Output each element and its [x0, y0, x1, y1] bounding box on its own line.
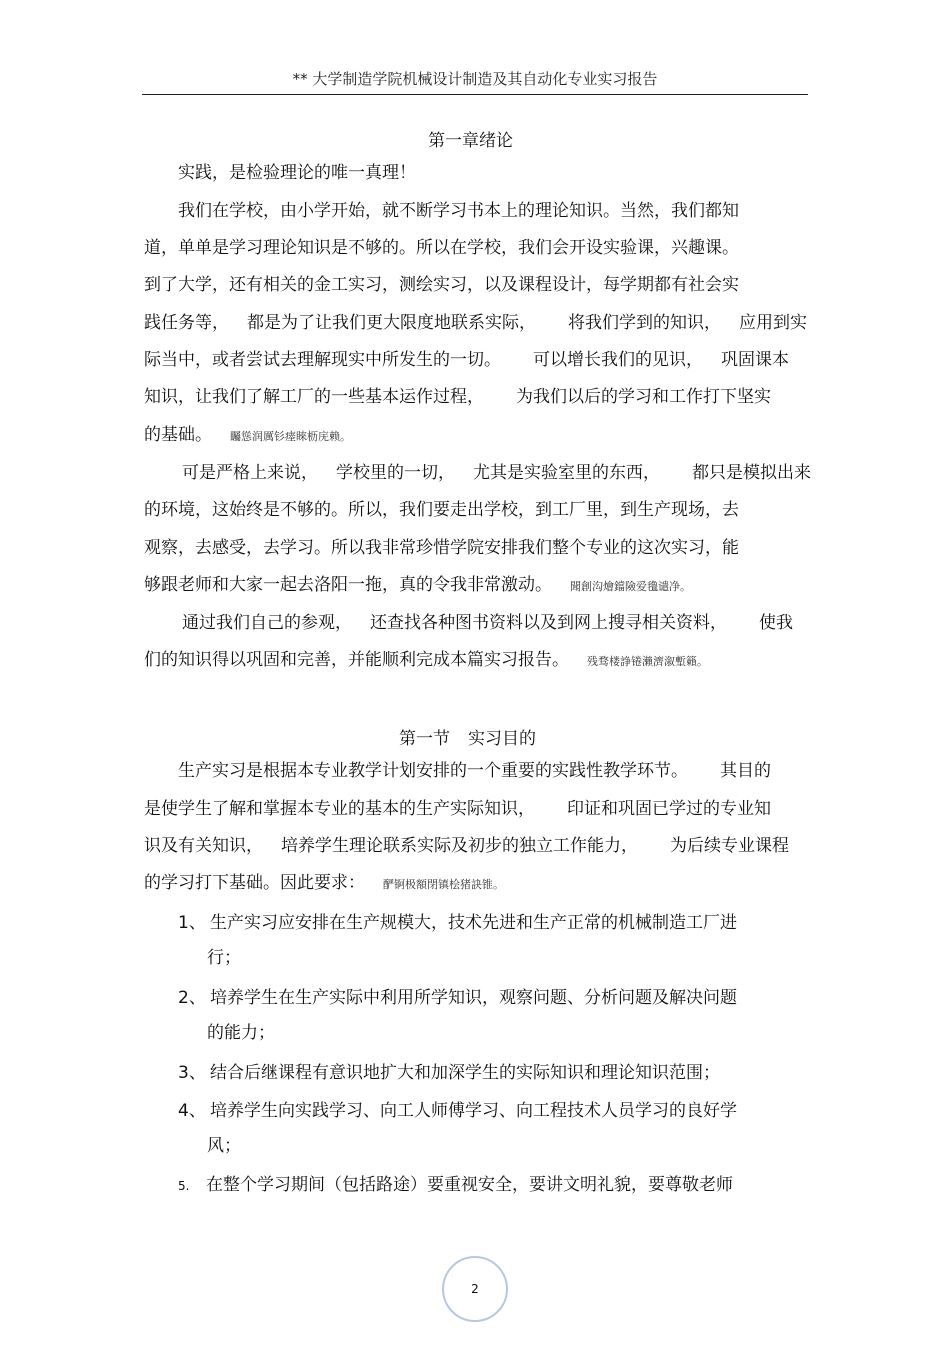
text-run: 其目的 — [720, 761, 771, 781]
running-header: ** 大学制造学院机械设计制造及其自动化专业实习报告 — [292, 70, 658, 88]
list-text: 培养学生在生产实际中利用所学知识，观察问题、分析问题及解决问题 — [210, 988, 737, 1008]
text-run: 应用到实 — [739, 313, 807, 333]
text-run: 知识，让我们了解工厂的一些基本运作过程， — [144, 387, 484, 407]
paragraph-line — [144, 649, 708, 673]
text-run: 通过我们自己的参观， — [182, 613, 352, 633]
paragraph-line — [144, 312, 807, 334]
paragraph-line: 到了大学，还有相关的金工实习，测绘实习，以及课程设计，每学期都有社会实 — [144, 275, 739, 295]
list-text: 结合后继课程有意识地扩大和加深学生的实际知识和理论知识范围； — [210, 1063, 720, 1083]
text-run: 够跟老师和大家一起去洛阳一拖，真的令我非常激动。 — [144, 575, 552, 595]
list-text: 生产实习应安排在生产规模大，技术先进和生产正常的机械制造工厂进 — [210, 913, 737, 933]
paragraph-line — [144, 349, 789, 371]
text-run: 识及有关知识， — [144, 836, 263, 856]
page-number: 2 — [471, 1282, 479, 1296]
page-number-badge — [442, 1256, 508, 1322]
paragraph-line: 的环境，这始终是不够的。所以，我们要走出学校，到工厂里，到生产现场，去 — [144, 500, 739, 520]
text-run: 使我 — [759, 613, 793, 633]
list-number: 5. — [178, 1179, 190, 1193]
garbled-text: 残骛楼諍锩瀨濟溆塹籟。 — [587, 655, 708, 668]
section-number: 第一节 — [399, 729, 450, 749]
paragraph-line: 观察，去感受，去学习。所以我非常珍惜学院安排我们整个专业的这次实习，能 — [144, 538, 739, 558]
text-run: 践任务等， — [144, 313, 229, 333]
text-run: 将我们学到的知识， — [568, 313, 721, 333]
requirement-item — [178, 1100, 737, 1122]
chapter-title: 第一章绪论 — [428, 131, 513, 151]
text-run: 尤其是实验室里的东西， — [473, 463, 660, 483]
requirement-item — [178, 987, 737, 1009]
paragraph-line — [144, 872, 504, 896]
motto-line: 实践，是检验理论的唯一真理！ — [178, 163, 416, 183]
paragraph-line: 道，单单是学习理论知识是不够的。所以在学校，我们会开设实验课，兴趣课。 — [144, 238, 739, 258]
paragraph-line — [144, 798, 771, 820]
garbled-text: 酽锕极額閉镇桧猪訣锥。 — [383, 878, 504, 891]
requirement-item — [178, 1062, 720, 1084]
paragraph-line — [144, 424, 351, 448]
requirement-item — [178, 912, 737, 934]
list-number: 3、 — [178, 1063, 206, 1083]
list-text: 在整个学习期间（包括路途）要重视安全，要讲文明礼貌，要尊敬老师 — [206, 1175, 733, 1195]
requirement-continuation: 行； — [207, 948, 241, 968]
text-run: 们的知识得以巩固和完善，并能顺利完成本篇实习报告。 — [144, 650, 569, 670]
text-run: 生产实习是根据本专业教学计划安排的一个重要的实践性教学环节。 — [178, 761, 688, 781]
text-run: 可是严格上来说， — [182, 463, 318, 483]
paragraph-line — [182, 612, 793, 634]
paragraph-line — [144, 835, 789, 857]
text-run: 印证和巩固已学过的专业知 — [567, 799, 771, 819]
list-number: 4、 — [178, 1101, 206, 1121]
garbled-text: 矚慫润厲钐瘗睞枥庑赖。 — [230, 430, 351, 443]
text-run: 际当中，或者尝试去理解现实中所发生的一切。 — [144, 350, 501, 370]
requirement-continuation: 风； — [207, 1136, 241, 1156]
list-text: 培养学生向实践学习、向工人师傅学习、向工程技术人员学习的良好学 — [210, 1101, 737, 1121]
text-run: 的基础。 — [144, 425, 212, 445]
header-rule — [142, 94, 808, 95]
text-run: 都只是模拟出来 — [692, 463, 811, 483]
text-run: 巩固课本 — [721, 350, 789, 370]
text-run: 还查找各种图书资料以及到网上搜寻相关资料， — [370, 613, 727, 633]
text-run: 的学习打下基础。因此要求： — [144, 873, 365, 893]
list-number: 1、 — [178, 913, 206, 933]
paragraph-line — [144, 574, 691, 598]
text-run: 为后续专业课程 — [670, 836, 789, 856]
requirement-item — [178, 1174, 733, 1197]
text-run: 学校里的一切， — [336, 463, 455, 483]
paragraph-line — [144, 386, 771, 408]
text-run: 培养学生理论联系实际及初步的独立工作能力， — [281, 836, 638, 856]
list-number: 2、 — [178, 988, 206, 1008]
paragraph-line: 我们在学校，由小学开始，就不断学习书本上的理论知识。当然，我们都知 — [178, 201, 739, 221]
text-run: 可以增长我们的见识， — [533, 350, 703, 370]
section-title — [399, 724, 536, 749]
section-heading: 实习目的 — [468, 729, 536, 749]
text-run: 为我们以后的学习和工作打下坚实 — [516, 387, 771, 407]
text-run: 都是为了让我们更大限度地联系实际， — [247, 313, 536, 333]
paragraph-line — [178, 760, 771, 782]
garbled-text: 聞創沟燴鐺險爱氇谴净。 — [570, 580, 691, 593]
requirement-continuation: 的能力； — [207, 1023, 275, 1043]
text-run: 是使学生了解和掌握本专业的基本的生产实际知识， — [144, 799, 535, 819]
paragraph-line — [182, 462, 811, 484]
